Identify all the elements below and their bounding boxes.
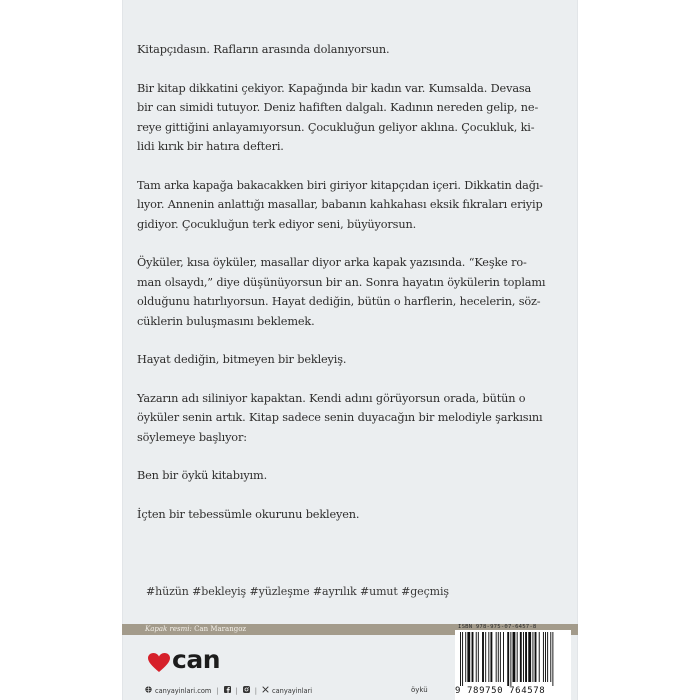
genre-label: öykü xyxy=(411,686,428,694)
blurb-line: cüklerin buluşmasını beklemek. xyxy=(137,314,315,328)
x-icon[interactable] xyxy=(262,686,269,695)
blurb-line: bir can simidi tutuyor. Deniz hafiften dalgalı. Kadının nereden gelip, ne- xyxy=(137,101,539,114)
blurb-paragraph xyxy=(137,79,542,157)
separator: | xyxy=(216,686,219,695)
blurb-line: reye gittiğini anlayamıyorsun. Çocukluğun geliyor aklına. Çocukluk, ki- xyxy=(137,120,535,134)
publisher-footer xyxy=(145,686,312,695)
blurb-paragraph xyxy=(137,466,542,486)
facebook-icon[interactable] xyxy=(224,686,231,695)
blurb-paragraph xyxy=(137,389,542,448)
blurb-paragraph xyxy=(137,40,542,60)
blurb-line: Hayat dediğin, bitmeyen bir bekleyiş. xyxy=(137,353,347,366)
heart-logo-icon xyxy=(148,653,170,673)
social-handle[interactable]: canyayinlari xyxy=(272,686,313,695)
blurb-line: öyküler senin artık. Kitap sadece senin duyacağın bir melodiyle şarkısını xyxy=(137,411,543,424)
barcode-bars xyxy=(458,632,568,686)
separator: | xyxy=(254,686,257,695)
blurb-line: Yazarın adı siliniyor kapaktan. Kendi adını görüyorsun orada, bütün o xyxy=(137,391,526,405)
blurb-line: Bir kitap dikkatini çekiyor. Kapağında bir kadın var. Kumsalda. Devasa xyxy=(137,81,532,95)
blurb-paragraph xyxy=(137,253,546,331)
blurb-line: Öyküler, kısa öyküler, masallar diyor arka kapak yazısında. “Keşke ro- xyxy=(137,256,527,269)
blurb-line: gidiyor. Çocukluğun terk ediyor seni, büyüyorsun. xyxy=(137,217,417,231)
blurb-line: Kitapçıdasın. Rafların arasında dolanıyorsun. xyxy=(137,43,390,56)
blurb-line: Ben bir öykü kitabıyım. xyxy=(137,469,268,482)
website-link[interactable]: canyayinlari.com xyxy=(155,686,212,695)
blurb-line: İçten bir tebessümle okurunu bekleyen. xyxy=(137,507,360,521)
blurb-line: olduğunu hatırlıyorsun. Hayat dediğin, bütün o harflerin, hecelerin, söz- xyxy=(137,295,541,308)
barcode-number: 9 789750 764578 xyxy=(455,686,546,696)
cover-art-credit xyxy=(145,625,246,633)
blurb-line: lidi kırık bir hatıra defteri. xyxy=(137,140,284,153)
blurb-paragraph xyxy=(137,350,542,370)
blurb-paragraph xyxy=(137,176,542,235)
blurb-line: lıyor. Annenin anlattığı masallar, babanın kahkahası eksik fıkraları eriyip xyxy=(137,198,543,211)
publisher-logo-text: can xyxy=(172,645,220,674)
credit-name: Can Marangoz xyxy=(194,625,247,633)
blurb-line: söylemeye başlıyor: xyxy=(137,430,247,444)
credit-label: Kapak resmi: xyxy=(145,625,192,633)
blurb-paragraph xyxy=(137,505,542,525)
blurb-line: Tam arka kapağa bakacakken biri giriyor kitapçıdan içeri. Dikkatin dağı- xyxy=(137,178,543,192)
instagram-icon[interactable] xyxy=(243,686,250,695)
isbn-label: ISBN 978-975-07-6457-8 xyxy=(458,624,537,630)
hashtags: #hüzün #bekleyiş #yüzleşme #ayrılık #umut #geçmiş xyxy=(146,585,449,598)
blurb-text xyxy=(137,40,546,543)
globe-icon xyxy=(145,686,152,695)
blurb-line: man olsaydı,” diye düşünüyorsun bir an. Sonra hayatın öykülerin toplamı xyxy=(137,275,546,289)
separator: | xyxy=(235,686,238,695)
